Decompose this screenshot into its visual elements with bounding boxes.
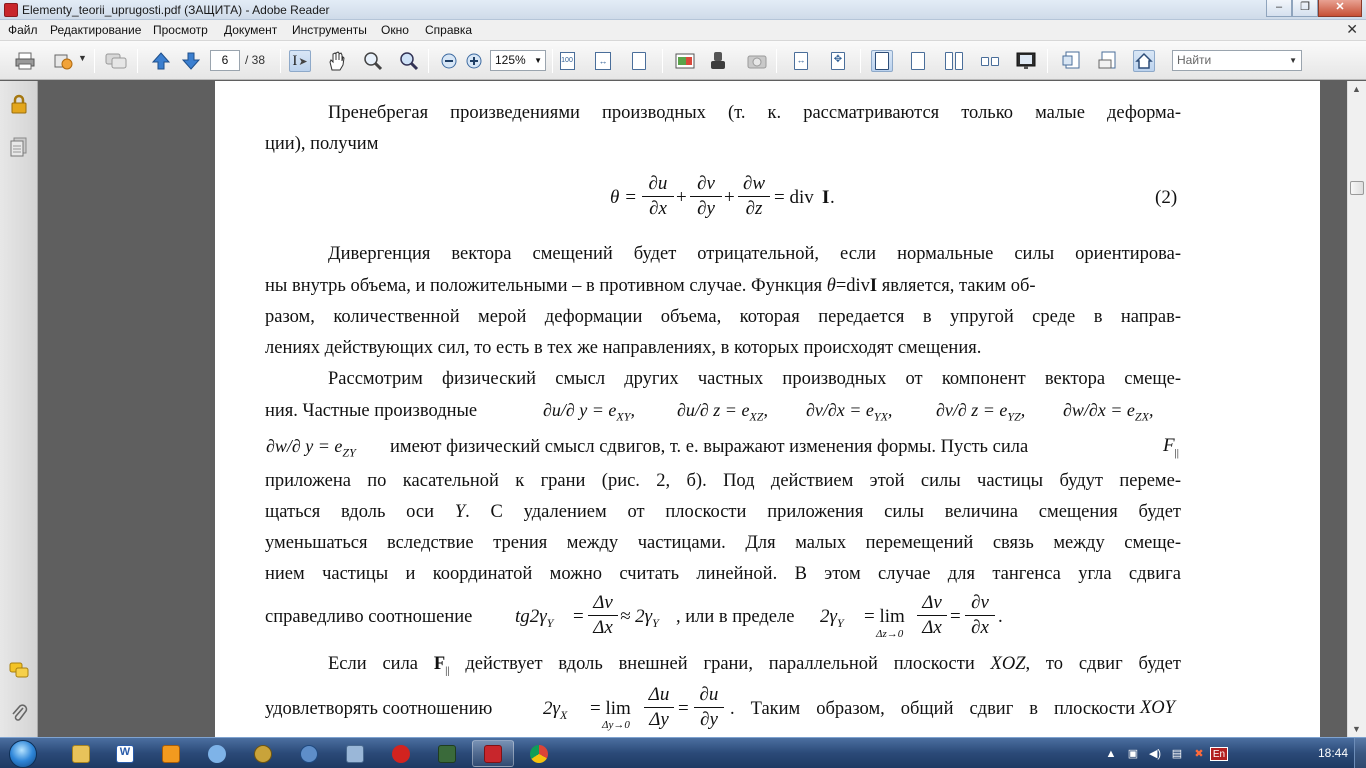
eq-plus: + [724,187,735,208]
vertical-scrollbar[interactable] [1347,81,1366,737]
toolbar-separator [552,49,553,73]
paragraph-line: лениях действующих сил, то есть в тех же направлениях, в которых происходят смещения. [265,338,982,358]
show-desktop-button[interactable] [1354,738,1366,768]
document-view[interactable] [39,81,1346,737]
taskbar-app[interactable] [242,740,284,767]
comments-icon[interactable] [105,50,127,72]
taskbar-opera[interactable] [380,740,422,767]
taskbar-media-player[interactable] [150,740,192,767]
axis-Y: Y [454,502,466,522]
comments-pane-icon[interactable] [9,661,29,681]
window-title: Elementy_teorii_uprugosti.pdf (ЗАЩИТА) - Adobe Reader [22,3,330,17]
subscript: Y [837,615,844,630]
camera-icon[interactable] [746,50,768,72]
single-page-continuous-icon[interactable] [907,50,929,72]
taskbar-app[interactable] [426,740,468,767]
paragraph-line: Рассмотрим физический смысл других частных производных от компонент вектора смеще- [328,369,1181,389]
read-mode-icon[interactable] [1015,50,1037,72]
eq-numerator: Δu [648,684,670,705]
taskbar-app[interactable] [334,740,376,767]
next-page-icon[interactable] [180,50,202,72]
chevron-down-icon: ▼ [1289,56,1297,65]
subscript: XZ [749,409,764,424]
adobe-reader-icon [4,3,18,17]
eq-equals: = [678,698,689,719]
eq-vector-I: I [822,187,830,208]
media-player-icon [162,745,180,763]
derivative-exy: ∂u/∂ $y = e_{XY}$, [543,400,635,424]
text-run: ны внутрь объема, и положительными – в противном случае. Функция [265,276,827,296]
network-tray-icon[interactable]: ▣ [1127,748,1139,760]
eq-numerator: ∂w [742,173,766,194]
menu-file[interactable]: Файл [8,23,38,37]
minimize-button[interactable]: – [1266,0,1292,17]
limit-operator: = lim [590,698,631,719]
text-run: ∂v/∂ z = e [936,400,1008,420]
home-icon[interactable] [1133,50,1155,72]
pdf-page [215,81,1320,737]
derivative-eyz: ∂v/∂ $z = e_{YZ}$, [936,400,1026,424]
derivative-eyx: $\partial v/\partial x = e_{YX}$, [806,400,893,424]
app-icon [438,745,456,763]
app-icon [254,745,272,763]
tray-app-icon[interactable]: ▤ [1171,748,1183,760]
text-run: 2γ [820,606,837,627]
app-icon [346,745,364,763]
limit-subscript: Δy→0 [602,719,630,731]
taskbar-explorer[interactable] [60,740,102,767]
subscript: || [445,664,450,677]
menu-help[interactable]: Справка [425,23,473,37]
text-run: ∂u/∂ z = e [677,400,750,420]
paragraph-line: удовлетворять соотношению [265,699,493,719]
clock[interactable]: 18:44 [1317,746,1348,760]
taskbar-word[interactable] [104,740,146,767]
eq-numerator: ∂u [699,684,719,705]
eq-plus: + [676,187,687,208]
snapshot-icon[interactable] [674,50,696,72]
toolbar-separator [860,49,861,73]
chrome-icon [530,745,548,763]
zoom-out-icon[interactable] [438,50,460,72]
eq-denominator: ∂x [649,198,667,219]
eq-div: = div [774,187,814,208]
toolbar-separator [428,49,429,73]
folder-icon [72,745,90,763]
toolbar-separator [280,49,281,73]
toolbar [0,41,1366,80]
text-run: ∂v/∂x = e [806,400,874,420]
pages-icon[interactable] [9,137,29,157]
text-run: является, таким об- [877,276,1036,296]
text-run: ≈ 2γ [620,606,653,627]
eq-numerator: ∂u [648,173,668,194]
text-run: =div [835,276,870,296]
eq-equals: = [950,606,961,627]
find-input[interactable] [1172,50,1302,71]
actual-size-icon[interactable]: 100 [556,50,578,72]
taskbar-network[interactable] [196,740,238,767]
paragraph-line: приложена по касательной к грани (рис. 2, б). Под действием этой силы частицы будут переме- [265,471,1181,491]
eq-period: . [830,187,835,208]
zoom-level-value: 125% [495,53,526,67]
vector-I: I [869,276,878,296]
print-icon[interactable] [14,50,36,72]
eq-denominator: ∂x [971,617,989,638]
page-total: / 38 [245,53,266,67]
two-up-continuous-icon[interactable] [979,50,1001,72]
eq-numerator: Δv [593,592,613,613]
marquee-zoom-icon[interactable] [362,50,384,72]
text-run: ∂w/∂x = e [1063,400,1135,420]
previous-page-icon[interactable] [150,50,172,72]
windows-orb-icon [9,740,37,768]
subscript: ZX [1134,409,1149,424]
opera-icon [392,745,410,763]
text-run: tg2γ [515,606,547,627]
eq-denominator: Δx [593,617,613,638]
zoom-level-select[interactable] [490,50,546,71]
derivative-exz: ∂u/∂ $z = e_{XZ}$, [677,400,768,424]
taskbar-chrome[interactable] [518,740,560,767]
toolbar-separator [662,49,663,73]
derivative-ezx: $\partial w/\partial x = e_{ZX}$, [1063,400,1154,424]
hand-tool-icon[interactable] [325,50,347,72]
text-run: F [1163,435,1175,456]
subscript: YX [873,409,888,424]
subscript: Y [652,615,659,630]
menu-window[interactable]: Окно [381,23,409,37]
subscript: YZ [1007,409,1021,424]
equation-number: (2) [1155,187,1178,208]
ink-stamp-icon[interactable] [707,50,729,72]
eq-denominator: ∂y [700,709,718,730]
menu-bar [0,20,1366,41]
subscript: XY [616,409,631,424]
scroll-up-arrow-icon[interactable]: ▲ [1352,84,1361,94]
paragraph-line: имеют физический смысл сдвигов, т. е. выражают изменения формы. Пусть сила [390,437,1029,457]
paragraph-line: Дивергенция вектора смещений будет отрицательной, если нормальные силы ориентирова- [328,244,1181,264]
limit-subscript: Δz→0 [876,628,904,640]
adobe-reader-icon [484,745,502,763]
eq-numerator: Δv [922,592,942,613]
eq-equals: = [573,606,584,627]
menu-tools[interactable]: Инструменты [292,23,367,37]
taskbar-app[interactable] [288,740,330,767]
attachments-icon[interactable] [9,703,29,723]
language-indicator[interactable]: En [1210,747,1228,761]
fit-width-icon[interactable]: ↔ [592,50,614,72]
paragraph-line: справедливо соотношение [265,607,473,627]
word-icon: W [116,745,134,763]
menu-view[interactable]: Просмотр [153,23,208,37]
zoom-in-icon[interactable] [463,50,485,72]
scrollbar-thumb[interactable] [1350,181,1364,195]
close-button[interactable]: ✕ [1318,0,1362,17]
paragraph-line: разом, количественной мерой деформации объема, которая передается в упругой среде в направ- [265,307,1181,327]
subscript: Y [546,615,554,630]
tray-app-icon[interactable]: ✖ [1194,748,1204,760]
two-up-icon[interactable] [943,50,965,72]
fit-visible-icon[interactable]: ↔ [790,50,812,72]
dynamic-zoom-icon[interactable] [398,50,420,72]
text-run: , то сдвиг будет [1025,654,1181,674]
single-page-icon[interactable] [871,50,893,72]
toolbar-separator [137,49,138,73]
subscript: ZY [342,445,356,460]
paragraph-line: нием частицы и координатой можно считать линейной. В этом случае для тангенса угла сдвига [265,564,1181,584]
chevron-down-icon[interactable]: ▼ [78,53,87,63]
taskbar [0,737,1366,768]
text-run: Если сила [328,654,434,674]
toolbar-separator [94,49,95,73]
find-placeholder: Найти [1177,53,1212,67]
text-run: действует вдоль внешней грани, параллельной плоскости [449,654,991,674]
text-run: 2γ [543,698,560,719]
theta-symbol: θ [826,276,836,296]
text-run: . С удалением от плоскости приложения силы величина смещения будет [465,502,1182,522]
eq-numerator: ∂v [697,173,715,194]
paragraph-line: . Таким образом, общий сдвиг в плоскости [730,699,1135,719]
paragraph-line: ния. Частные производные [265,401,478,421]
eq-denominator: Δx [922,617,942,638]
taskbar-adobe-reader[interactable] [472,740,514,767]
text-run: щаться вдоль оси [265,502,455,522]
paragraph-line: ции), получим [265,134,379,154]
scroll-down-arrow-icon[interactable]: ▼ [1352,724,1361,734]
full-screen-icon[interactable]: ✥ [827,50,849,72]
plane-XOY: XOY [1140,698,1175,718]
start-button[interactable] [4,738,42,768]
toolbar-separator [776,49,777,73]
save-copy-icon[interactable] [1061,50,1083,72]
eq-denominator: ∂y [697,198,715,219]
network-icon [208,745,226,763]
plane-XOZ: XOZ [990,654,1026,674]
page-number-input[interactable]: 6 [210,50,240,71]
text-run: ∂w/∂ y = e [266,436,343,456]
select-text-tool-icon[interactable]: I ➤ [289,50,311,72]
close-document-icon[interactable]: ✕ [1346,21,1358,37]
subscript: || [1174,446,1180,459]
title-bar [0,0,1366,20]
fit-page-icon[interactable] [628,50,650,72]
eq-numerator: ∂v [971,592,989,613]
paragraph-line: Пренебрегая произведениями производных (т. к. рассматриваются только малые деформа- [328,103,1181,123]
paragraph-line: уменьшаться вследствие трения между частицами. Для малых перемещений связь между смеще- [265,533,1181,553]
menu-edit[interactable]: Редактирование [50,23,142,37]
subscript: X [560,707,568,722]
text-run: ∂u/∂ y = e [543,400,617,420]
lock-icon[interactable] [9,94,29,114]
window-controls [1266,0,1362,17]
show-hidden-icons-icon[interactable]: ▲ [1105,748,1117,760]
eq-theta: θ = [610,187,637,208]
menu-document[interactable]: Документ [224,23,278,37]
force-F: F [433,654,446,674]
paragraph-line: , или в пределе [676,607,795,627]
navigation-pane [0,81,38,737]
volume-icon[interactable]: ◀) [1148,748,1162,760]
eq-denominator: Δy [649,709,669,730]
chevron-down-icon: ▼ [534,56,542,65]
limit-operator: = lim [864,606,905,627]
share-icon[interactable] [52,50,74,72]
toolbar-separator [1047,49,1048,73]
email-icon[interactable] [1097,50,1119,72]
eq-denominator: ∂z [745,198,763,219]
maximize-button[interactable]: ❐ [1292,0,1318,17]
app-icon [300,745,318,763]
eq-period: . [998,606,1003,627]
